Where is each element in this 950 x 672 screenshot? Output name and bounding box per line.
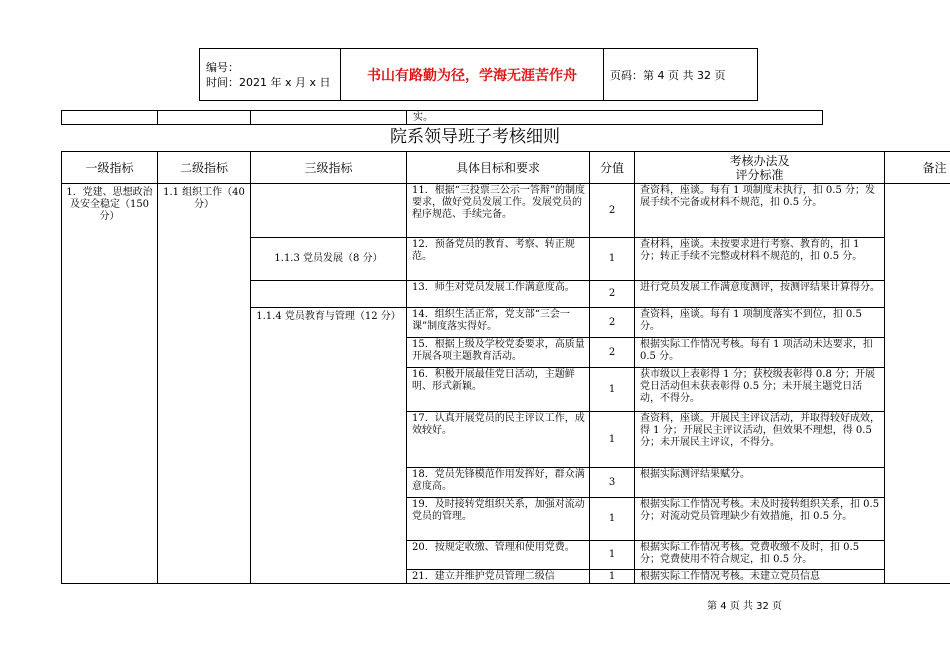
method-cell: 查资料，座谈。每有 1 项制度未执行，扣 0.5 分；发展手续不完备或材料不规范，扣 0.5 分。 — [635, 184, 885, 238]
level1-cell: 1．党建、思想政治及安全稳定（150 分） — [62, 184, 158, 584]
header-target: 具体目标和要求 — [407, 152, 590, 184]
previous-table-tail — [61, 110, 823, 125]
table-row — [62, 184, 950, 238]
remark-cell — [885, 184, 950, 584]
header-meta — [200, 49, 341, 101]
document-title: 院系领导班子考核细则 — [390, 127, 560, 147]
score-cell: 1 — [590, 570, 635, 584]
assessment-table — [61, 151, 950, 584]
method-cell: 根据实际测评结果赋分。 — [635, 468, 885, 498]
score-cell: 1 — [590, 412, 635, 468]
method-cell: 根据实际工作情况考核。未及时接转组织关系，扣 0.5 分；对流动党员管理缺少有效措施，扣 0.5 分。 — [635, 498, 885, 541]
method-cell: 根据实际工作情况考核。未建立党员信息 — [635, 570, 885, 584]
page-footer: 第 4 页 共 32 页 — [707, 601, 782, 612]
score-cell: 2 — [590, 308, 635, 338]
score-cell: 1 — [590, 498, 635, 541]
method-cell: 查资料，座谈。每有 1 项制度落实不到位，扣 0.5 分。 — [635, 308, 885, 338]
target-cell: 12．预备党员的教育、考察、转正规范。 — [407, 238, 590, 281]
header-score: 分值 — [590, 152, 635, 184]
target-cell: 11．根据“三投票三公示一答辩”的制度要求，做好党员发展工作。发展党员的程序规范、手续完备。 — [407, 184, 590, 238]
header-level1: 一级指标 — [62, 152, 158, 184]
target-cell: 19．及时接转党组织关系，加强对流动党员的管理。 — [407, 498, 590, 541]
target-cell: 17．认真开展党员的民主评议工作，成效较好。 — [407, 412, 590, 468]
level2-cell: 1.1 组织工作（40 分） — [158, 184, 251, 584]
level3-cell-education: 1.1.4 党员教育与管理（12 分） — [251, 308, 407, 584]
target-cell: 21．建立并维护党员管理二级信 — [407, 570, 590, 584]
previous-row-text: 实。 — [407, 111, 823, 125]
score-cell: 3 — [590, 468, 635, 498]
table-header-row — [62, 152, 950, 184]
score-cell: 1 — [590, 541, 635, 570]
header-page-info: 页码：第 4 页 共 32 页 — [604, 49, 758, 101]
method-cell: 根据实际工作情况考核。每有 1 项活动未达要求，扣 0.5 分。 — [635, 338, 885, 368]
header-motto: 书山有路勤为径，学海无涯苦作舟 — [341, 49, 604, 101]
document-date: 时间：2021 年 x 月 x 日 — [206, 75, 331, 89]
header-method: 考核办法及 评分标准 — [635, 152, 885, 184]
score-cell: 2 — [590, 338, 635, 368]
score-cell: 2 — [590, 184, 635, 238]
header-remark: 备注 — [885, 152, 950, 184]
score-cell: 1 — [590, 238, 635, 281]
document-header — [199, 48, 758, 101]
method-cell: 查材料，座谈。未按要求进行考察、教育的，扣 1 分；转正手续不完整或材料不规范的，扣 0.5 分。 — [635, 238, 885, 281]
score-cell: 1 — [590, 368, 635, 412]
target-cell: 13．师生对党员发展工作满意度高。 — [407, 281, 590, 308]
target-cell: 18．党员先锋模范作用发挥好，群众满意度高。 — [407, 468, 590, 498]
method-cell: 查资料，座谈。开展民主评议活动，并取得较好成效，得 1 分；开展民主评议活动，但效果不理想，得 0.5 分；未开展民主评议，不得分。 — [635, 412, 885, 468]
target-cell: 14．组织生活正常，党支部“三会一课”制度落实得好。 — [407, 308, 590, 338]
method-cell: 进行党员发展工作满意度测评，按测评结果计算得分。 — [635, 281, 885, 308]
method-cell: 获市级以上表彰得 1 分；获校级表彰得 0.8 分；开展党日活动但未获表彰得 0.5 分；未开展主题党日活动，不得分。 — [635, 368, 885, 412]
level3-cell-development: 1.1.3 党员发展（8 分） — [251, 238, 407, 281]
score-cell: 2 — [590, 281, 635, 308]
target-cell: 20．按规定收缴、管理和使用党费。 — [407, 541, 590, 570]
header-level3: 三级指标 — [251, 152, 407, 184]
header-level2: 二级指标 — [158, 152, 251, 184]
method-cell: 根据实际工作情况考核。党费收缴不及时，扣 0.5 分；党费使用不符合规定，扣 0.5 分。 — [635, 541, 885, 570]
target-cell: 15．根据上级及学校党委要求，高质量开展各项主题教育活动。 — [407, 338, 590, 368]
document-number: 编号： — [206, 60, 239, 74]
target-cell: 16．积极开展最佳党日活动，主题鲜明、形式新颖。 — [407, 368, 590, 412]
